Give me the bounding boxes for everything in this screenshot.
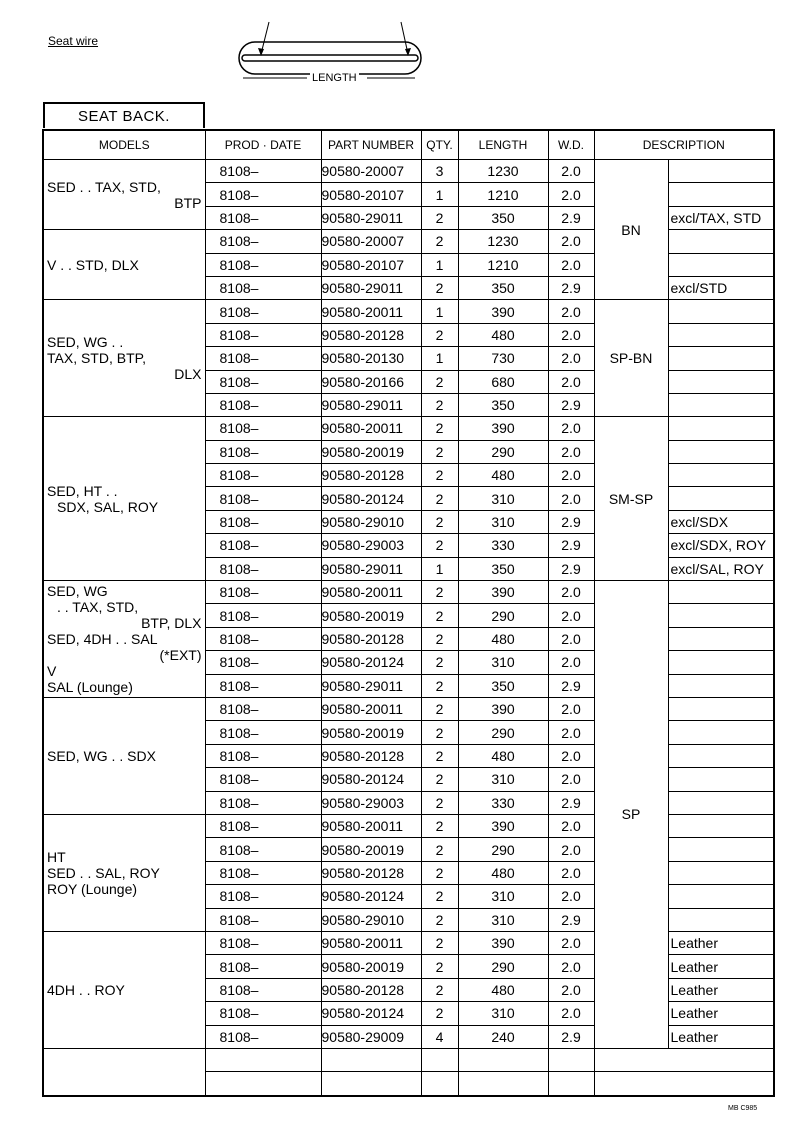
section-title: SEAT BACK. (43, 102, 205, 128)
length-cell: 350 (458, 206, 548, 229)
description-note-cell: Leather (668, 1025, 774, 1048)
prod-date-cell: 8108– (205, 838, 321, 861)
blank-cell (321, 1072, 421, 1096)
wd-cell: 2.0 (548, 885, 594, 908)
description-note-cell (668, 440, 774, 463)
qty-cell: 2 (421, 510, 458, 533)
wd-cell: 2.0 (548, 838, 594, 861)
description-note-cell (668, 744, 774, 767)
prod-date-cell: 8108– (205, 183, 321, 206)
part-number-cell: 90580-29010 (321, 908, 421, 931)
qty-cell: 2 (421, 861, 458, 884)
prod-date-cell: 8108– (205, 768, 321, 791)
qty-cell: 1 (421, 253, 458, 276)
prod-date-cell: 8108– (205, 814, 321, 837)
description-note-cell (668, 464, 774, 487)
prod-date-cell: 8108– (205, 417, 321, 440)
table-row (43, 417, 774, 440)
wd-cell: 2.9 (548, 276, 594, 299)
wd-cell: 2.0 (548, 370, 594, 393)
description-note-cell: Leather (668, 955, 774, 978)
length-cell: 1210 (458, 183, 548, 206)
wd-cell: 2.0 (548, 955, 594, 978)
part-number-cell: 90580-20107 (321, 253, 421, 276)
description-note-cell (668, 861, 774, 884)
col-description: DESCRIPTION (594, 130, 774, 160)
length-cell: 310 (458, 510, 548, 533)
table-row (43, 160, 774, 183)
description-note-cell (668, 323, 774, 346)
description-note-cell (668, 651, 774, 674)
blank-row (43, 1048, 774, 1071)
description-note-cell (668, 814, 774, 837)
part-number-cell: 90580-20011 (321, 698, 421, 721)
qty-cell: 2 (421, 768, 458, 791)
model-cell (43, 581, 205, 698)
blank-cell (321, 1048, 421, 1071)
length-cell: 1210 (458, 253, 548, 276)
qty-cell: 2 (421, 323, 458, 346)
model-line: V (47, 663, 57, 680)
qty-cell: 2 (421, 885, 458, 908)
model-line: 4DH . . ROY (47, 981, 125, 998)
length-cell: 480 (458, 464, 548, 487)
qty-cell: 1 (421, 347, 458, 370)
length-cell: 310 (458, 908, 548, 931)
model-cell (43, 814, 205, 931)
part-number-cell: 90580-20011 (321, 300, 421, 323)
qty-cell: 2 (421, 814, 458, 837)
model-line: SED, 4DH . . SAL (47, 631, 158, 648)
part-number-cell: 90580-20128 (321, 978, 421, 1001)
qty-cell: 2 (421, 651, 458, 674)
wd-cell: 2.0 (548, 768, 594, 791)
qty-cell: 2 (421, 744, 458, 767)
wd-cell: 2.0 (548, 721, 594, 744)
prod-date-cell: 8108– (205, 627, 321, 650)
wd-cell: 2.9 (548, 206, 594, 229)
part-number-cell: 90580-20019 (321, 838, 421, 861)
col-prod-date: PROD · DATE (205, 130, 321, 160)
length-cell: 310 (458, 768, 548, 791)
qty-cell: 2 (421, 698, 458, 721)
length-cell: 480 (458, 627, 548, 650)
part-number-cell: 90580-29010 (321, 510, 421, 533)
description-note-cell (668, 347, 774, 370)
model-cell (43, 417, 205, 581)
wd-cell: 2.0 (548, 814, 594, 837)
header-row (43, 130, 774, 160)
length-label: LENGTH (312, 72, 357, 84)
qty-cell: 2 (421, 487, 458, 510)
wd-cell: 2.0 (548, 651, 594, 674)
qty-cell: 1 (421, 557, 458, 580)
description-note-cell (668, 791, 774, 814)
length-cell: 390 (458, 581, 548, 604)
qty-cell: 3 (421, 160, 458, 183)
seat-wire-label: Seat wire (48, 34, 99, 48)
length-cell: 330 (458, 534, 548, 557)
description-note-cell (668, 370, 774, 393)
length-cell: 1230 (458, 160, 548, 183)
model-line: SAL (Lounge) (47, 679, 133, 696)
description-note-cell (668, 417, 774, 440)
length-cell: 350 (458, 674, 548, 697)
length-cell: 290 (458, 955, 548, 978)
model-cell (43, 300, 205, 417)
model-line: SED . . SAL, ROY (47, 864, 160, 881)
description-note-cell (668, 768, 774, 791)
description-note-cell (668, 581, 774, 604)
model-line: BTP, DLX (141, 615, 202, 632)
description-note-cell: Leather (668, 931, 774, 954)
qty-cell: 2 (421, 908, 458, 931)
description-note-cell: excl/SAL, ROY (668, 557, 774, 580)
part-number-cell: 90580-20128 (321, 323, 421, 346)
qty-cell: 2 (421, 978, 458, 1001)
wd-cell: 2.9 (548, 674, 594, 697)
description-note-cell (668, 230, 774, 253)
length-cell: 290 (458, 838, 548, 861)
wd-cell: 2.0 (548, 440, 594, 463)
qty-cell: 2 (421, 931, 458, 954)
blank-cell (205, 1072, 321, 1096)
wd-cell: 2.0 (548, 323, 594, 346)
length-cell: 390 (458, 814, 548, 837)
prod-date-cell: 8108– (205, 1002, 321, 1025)
wd-cell: 2.0 (548, 230, 594, 253)
part-number-cell: 90580-29011 (321, 557, 421, 580)
part-number-cell: 90580-20019 (321, 604, 421, 627)
model-line: V . . STD, DLX (47, 256, 139, 273)
description-note-cell (668, 908, 774, 931)
part-number-cell: 90580-29009 (321, 1025, 421, 1048)
length-cell: 1230 (458, 230, 548, 253)
qty-cell: 2 (421, 230, 458, 253)
part-number-cell: 90580-20130 (321, 347, 421, 370)
part-number-cell: 90580-20128 (321, 464, 421, 487)
prod-date-cell: 8108– (205, 276, 321, 299)
wd-cell: 2.0 (548, 253, 594, 276)
wd-cell: 2.9 (548, 510, 594, 533)
prod-date-cell: 8108– (205, 206, 321, 229)
length-cell: 480 (458, 978, 548, 1001)
part-number-cell: 90580-20011 (321, 931, 421, 954)
length-cell: 390 (458, 417, 548, 440)
prod-date-cell: 8108– (205, 323, 321, 346)
length-cell: 350 (458, 557, 548, 580)
description-note-cell (668, 183, 774, 206)
wd-cell: 2.0 (548, 581, 594, 604)
part-number-cell: 90580-20107 (321, 183, 421, 206)
model-line: (*EXT) (159, 647, 202, 664)
blank-cell (548, 1048, 594, 1071)
qty-cell: 1 (421, 300, 458, 323)
qty-cell: 2 (421, 464, 458, 487)
length-cell: 310 (458, 1002, 548, 1025)
length-cell: 480 (458, 744, 548, 767)
length-cell: 350 (458, 393, 548, 416)
blank-cell (594, 1072, 774, 1096)
prod-date-cell: 8108– (205, 1025, 321, 1048)
description-note-cell (668, 885, 774, 908)
part-number-cell: 90580-20124 (321, 651, 421, 674)
wd-cell: 2.0 (548, 160, 594, 183)
prod-date-cell: 8108– (205, 581, 321, 604)
description-note-cell (668, 838, 774, 861)
wd-cell: 2.9 (548, 1025, 594, 1048)
description-note-cell: excl/STD (668, 276, 774, 299)
qty-cell: 1 (421, 183, 458, 206)
prod-date-cell: 8108– (205, 300, 321, 323)
part-number-cell: 90580-20128 (321, 861, 421, 884)
length-cell: 310 (458, 487, 548, 510)
length-cell: 350 (458, 276, 548, 299)
prod-date-cell: 8108– (205, 651, 321, 674)
description-type-cell: SM-SP (594, 417, 668, 581)
prod-date-cell: 8108– (205, 230, 321, 253)
blank-cell (458, 1072, 548, 1096)
wd-cell: 2.0 (548, 300, 594, 323)
description-note-cell (668, 253, 774, 276)
description-note-cell (668, 160, 774, 183)
blank-cell (548, 1072, 594, 1096)
qty-cell: 2 (421, 791, 458, 814)
blank-cell (205, 1048, 321, 1071)
qty-cell: 2 (421, 206, 458, 229)
prod-date-cell: 8108– (205, 978, 321, 1001)
model-cell (43, 931, 205, 1048)
qty-cell: 2 (421, 440, 458, 463)
qty-cell: 2 (421, 721, 458, 744)
qty-cell: 2 (421, 370, 458, 393)
qty-cell: 2 (421, 838, 458, 861)
length-cell: 330 (458, 791, 548, 814)
qty-cell: 2 (421, 674, 458, 697)
wd-cell: 2.9 (548, 791, 594, 814)
part-number-cell: 90580-20019 (321, 721, 421, 744)
qty-cell: 2 (421, 417, 458, 440)
part-number-cell: 90580-20019 (321, 440, 421, 463)
description-note-cell: excl/SDX, ROY (668, 534, 774, 557)
part-number-cell: 90580-20166 (321, 370, 421, 393)
length-cell: 290 (458, 721, 548, 744)
prod-date-cell: 8108– (205, 440, 321, 463)
length-cell: 480 (458, 861, 548, 884)
description-note-cell (668, 698, 774, 721)
prod-date-cell: 8108– (205, 721, 321, 744)
part-number-cell: 90580-29011 (321, 393, 421, 416)
footer-code: MB C985 (728, 1105, 758, 1112)
description-note-cell: excl/SDX (668, 510, 774, 533)
description-note-cell (668, 300, 774, 323)
wd-cell: 2.0 (548, 464, 594, 487)
wd-cell: 2.0 (548, 931, 594, 954)
part-number-cell: 90580-20011 (321, 814, 421, 837)
prod-date-cell: 8108– (205, 487, 321, 510)
prod-date-cell: 8108– (205, 510, 321, 533)
model-line: DLX (174, 366, 202, 383)
wd-cell: 2.0 (548, 604, 594, 627)
model-cell (43, 698, 205, 815)
table-row (43, 581, 774, 604)
model-line: SED, HT . . (47, 482, 118, 499)
prod-date-cell: 8108– (205, 791, 321, 814)
col-length: LENGTH (458, 130, 548, 160)
qty-cell: 2 (421, 276, 458, 299)
prod-date-cell: 8108– (205, 698, 321, 721)
prod-date-cell: 8108– (205, 393, 321, 416)
parts-table (42, 129, 775, 1097)
part-number-cell: 90580-29011 (321, 276, 421, 299)
wd-cell: 2.9 (548, 557, 594, 580)
part-number-cell: 90580-29011 (321, 206, 421, 229)
part-number-cell: 90580-20011 (321, 581, 421, 604)
description-note-cell: Leather (668, 1002, 774, 1025)
qty-cell: 4 (421, 1025, 458, 1048)
prod-date-cell: 8108– (205, 534, 321, 557)
part-number-cell: 90580-20019 (321, 955, 421, 978)
part-number-cell: 90580-20124 (321, 885, 421, 908)
wd-cell: 2.0 (548, 627, 594, 650)
model-line: SED . . TAX, STD, (47, 178, 161, 195)
prod-date-cell: 8108– (205, 370, 321, 393)
length-cell: 390 (458, 300, 548, 323)
prod-date-cell: 8108– (205, 464, 321, 487)
model-cell (43, 160, 205, 230)
model-line: HT (47, 848, 66, 865)
description-note-cell (668, 627, 774, 650)
wd-cell: 2.0 (548, 183, 594, 206)
qty-cell: 2 (421, 534, 458, 557)
prod-date-cell: 8108– (205, 885, 321, 908)
part-number-cell: 90580-20124 (321, 1002, 421, 1025)
prod-date-cell: 8108– (205, 931, 321, 954)
part-number-cell: 90580-29003 (321, 791, 421, 814)
wd-cell: 2.0 (548, 417, 594, 440)
qty-cell: 2 (421, 604, 458, 627)
model-line: SED, WG . . (47, 334, 124, 351)
wd-cell: 2.0 (548, 347, 594, 370)
description-type-cell: SP-BN (594, 300, 668, 417)
length-cell: 310 (458, 651, 548, 674)
length-cell: 390 (458, 931, 548, 954)
prod-date-cell: 8108– (205, 604, 321, 627)
description-note-cell (668, 393, 774, 416)
wd-cell: 2.0 (548, 744, 594, 767)
prod-date-cell: 8108– (205, 861, 321, 884)
model-cell (43, 230, 205, 300)
description-type-cell: BN (594, 160, 668, 300)
part-number-cell: 90580-20124 (321, 768, 421, 791)
prod-date-cell: 8108– (205, 160, 321, 183)
length-cell: 480 (458, 323, 548, 346)
prod-date-cell: 8108– (205, 347, 321, 370)
prod-date-cell: 8108– (205, 955, 321, 978)
part-number-cell: 90580-20124 (321, 487, 421, 510)
wd-cell: 2.9 (548, 393, 594, 416)
length-cell: 310 (458, 885, 548, 908)
wd-cell: 2.9 (548, 908, 594, 931)
length-cell: 240 (458, 1025, 548, 1048)
wd-cell: 2.0 (548, 698, 594, 721)
description-note-cell: excl/TAX, STD (668, 206, 774, 229)
description-note-cell (668, 721, 774, 744)
qty-cell: 2 (421, 581, 458, 604)
length-cell: 290 (458, 440, 548, 463)
part-number-cell: 90580-20011 (321, 417, 421, 440)
model-line: SED, WG . . SDX (47, 748, 156, 764)
qty-cell: 2 (421, 1002, 458, 1025)
blank-cell (43, 1048, 205, 1095)
model-line: SED, WG (47, 583, 108, 600)
length-cell: 290 (458, 604, 548, 627)
col-models: MODELS (43, 130, 205, 160)
wd-cell: 2.0 (548, 861, 594, 884)
description-note-cell (668, 674, 774, 697)
description-note-cell (668, 487, 774, 510)
description-type-cell: SP (594, 581, 668, 1049)
part-number-cell: 90580-20007 (321, 160, 421, 183)
qty-cell: 2 (421, 627, 458, 650)
col-qty: QTY. (421, 130, 458, 160)
part-number-cell: 90580-20007 (321, 230, 421, 253)
length-cell: 390 (458, 698, 548, 721)
model-line: BTP (174, 194, 202, 211)
description-note-cell (668, 604, 774, 627)
prod-date-cell: 8108– (205, 557, 321, 580)
table-row (43, 300, 774, 323)
prod-date-cell: 8108– (205, 253, 321, 276)
model-line: ROY (Lounge) (47, 880, 138, 897)
description-note-cell: Leather (668, 978, 774, 1001)
part-number-cell: 90580-20128 (321, 744, 421, 767)
wd-cell: 2.9 (548, 534, 594, 557)
wd-cell: 2.0 (548, 487, 594, 510)
model-line: SDX, SAL, ROY (57, 498, 159, 515)
model-line: TAX, STD, BTP, (47, 350, 147, 367)
prod-date-cell: 8108– (205, 674, 321, 697)
part-number-cell: 90580-20128 (321, 627, 421, 650)
wd-cell: 2.0 (548, 978, 594, 1001)
model-line: . . TAX, STD, (57, 599, 139, 616)
qty-cell: 2 (421, 393, 458, 416)
parts-body (43, 160, 774, 1096)
prod-date-cell: 8108– (205, 908, 321, 931)
wd-cell: 2.0 (548, 1002, 594, 1025)
col-wd: W.D. (548, 130, 594, 160)
length-cell: 680 (458, 370, 548, 393)
blank-cell (421, 1048, 458, 1071)
prod-date-cell: 8108– (205, 744, 321, 767)
blank-cell (421, 1072, 458, 1096)
part-number-cell: 90580-29003 (321, 534, 421, 557)
length-cell: 730 (458, 347, 548, 370)
blank-cell (458, 1048, 548, 1071)
blank-cell (594, 1048, 774, 1071)
qty-cell: 2 (421, 955, 458, 978)
part-number-cell: 90580-29011 (321, 674, 421, 697)
col-part-number: PART NUMBER (321, 130, 421, 160)
